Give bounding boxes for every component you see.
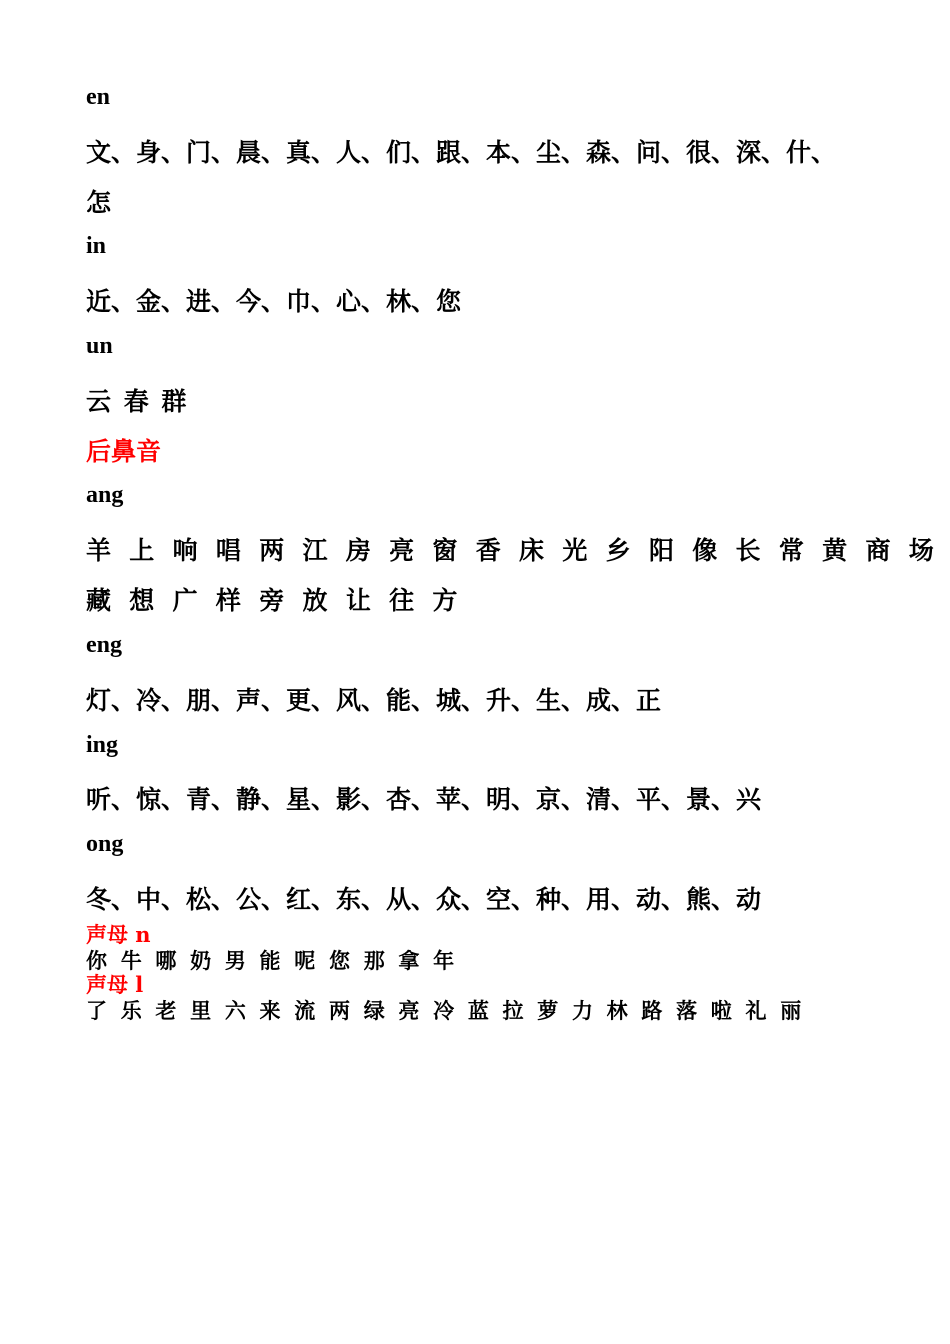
initial-n-heading: 声母 n <box>86 922 151 947</box>
final-in-chars: 近、金、进、今、巾、心、林、您 <box>86 287 462 316</box>
final-ang-chars-continued: 藏 想 广 样 旁 放 让 往 方 <box>86 586 463 615</box>
final-en-chars: 文、身、门、晨、真、人、们、跟、本、尘、森、问、很、深、什、 <box>86 138 837 167</box>
final-eng-label: eng <box>86 632 122 658</box>
final-ong-label: ong <box>86 831 124 857</box>
back-nasal-heading: 后鼻音 <box>86 437 162 466</box>
final-en-chars-continued: 怎 <box>86 188 112 217</box>
final-ing-chars: 听、惊、青、静、星、影、杏、苹、明、京、清、平、景、兴 <box>86 785 762 814</box>
final-un-chars: 云 春 群 <box>86 387 189 416</box>
final-ing-label: ing <box>86 732 119 758</box>
initial-l-heading: 声母 l <box>86 972 144 997</box>
initial-n-chars: 你 牛 哪 奶 男 能 呢 您 那 拿 年 <box>86 948 458 973</box>
final-en-label: en <box>86 84 110 110</box>
final-un-label: un <box>86 333 113 359</box>
final-ong-chars: 冬、中、松、公、红、东、从、众、空、种、用、动、熊、动 <box>86 885 762 914</box>
initial-l-chars: 了 乐 老 里 六 来 流 两 绿 亮 冷 蓝 拉 萝 力 林 路 落 啦 礼 丽 <box>86 998 805 1023</box>
final-ang-label: ang <box>86 482 124 508</box>
final-ang-chars: 羊 上 响 唱 两 江 房 亮 窗 香 床 光 乡 阳 像 长 常 黄 商 场 <box>86 536 939 565</box>
final-in-label: in <box>86 233 107 259</box>
final-eng-chars: 灯、冷、朋、声、更、风、能、城、升、生、成、正 <box>86 686 662 715</box>
